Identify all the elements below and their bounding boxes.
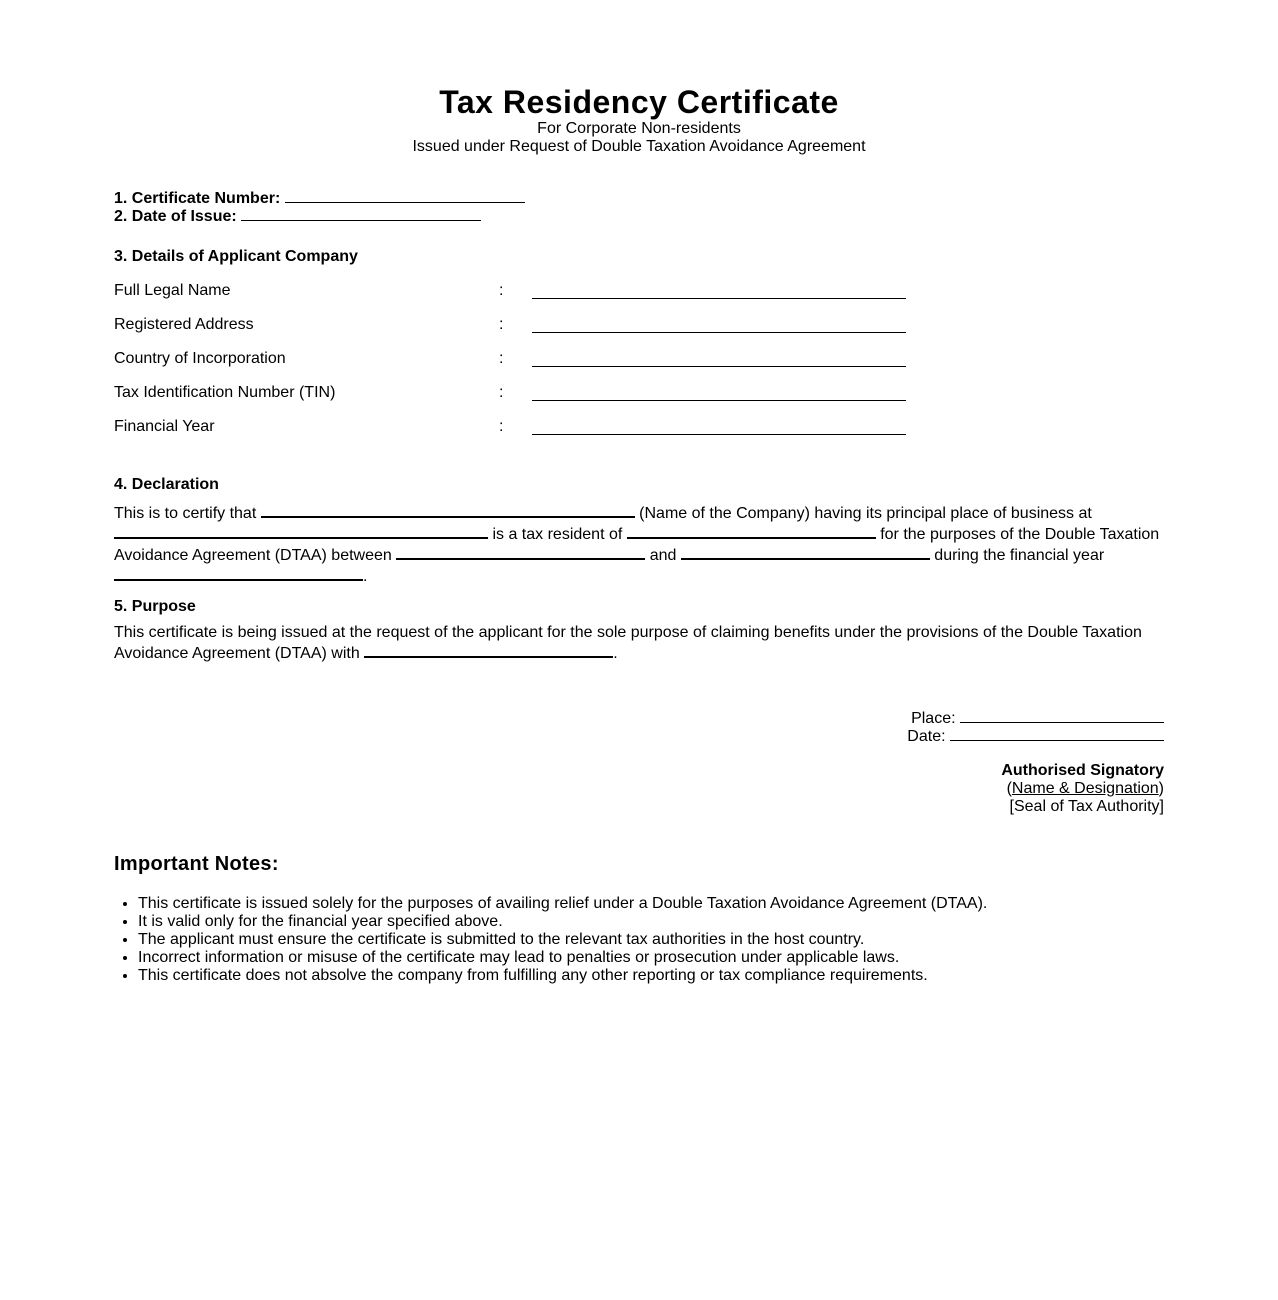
detail-row-country-of-incorporation bbox=[114, 350, 1164, 370]
detail-label: Country of Incorporation bbox=[114, 350, 286, 367]
detail-row-financial-year bbox=[114, 418, 1164, 438]
authorised-signatory: Authorised Signatory bbox=[1001, 762, 1164, 779]
certificate-number-label: 1. Certificate Number: bbox=[114, 190, 281, 207]
detail-colon: : bbox=[499, 316, 504, 333]
declaration-text: for the purposes of the Double Taxation Avoidance Agreement (DTAA) between bbox=[114, 526, 1160, 564]
date-of-issue-blank[interactable] bbox=[241, 206, 481, 221]
date-of-issue-field bbox=[114, 206, 481, 226]
date-field bbox=[907, 726, 1164, 746]
applicant-details-heading: 3. Details of Applicant Company bbox=[114, 248, 358, 265]
purpose-paragraph bbox=[114, 624, 1164, 663]
declaration-text: This is to certify that bbox=[114, 505, 257, 522]
country-of-incorporation-blank[interactable] bbox=[532, 350, 906, 367]
date-label: Date: bbox=[907, 728, 946, 745]
subtitle-corporate: For Corporate Non-residents bbox=[537, 120, 741, 137]
purpose-text: This certificate is being issued at the request of the applicant for the sole purpose of claiming benefits under the provisions of the Double Taxation Avoidance Agreement (DTAA) with bbox=[114, 624, 1142, 662]
detail-label: Tax Identification Number (TIN) bbox=[114, 384, 336, 401]
place-field bbox=[911, 708, 1164, 728]
detail-colon: : bbox=[499, 384, 504, 401]
designation-open: ( bbox=[1006, 780, 1012, 797]
place-blank[interactable] bbox=[960, 708, 1164, 723]
certificate-number-field bbox=[114, 188, 525, 208]
declaration-heading: 4. Declaration bbox=[114, 476, 219, 493]
detail-row-tin bbox=[114, 384, 1164, 404]
date-blank[interactable] bbox=[950, 726, 1164, 741]
detail-colon: : bbox=[499, 282, 504, 299]
detail-colon: : bbox=[499, 418, 504, 435]
purpose-heading: 5. Purpose bbox=[114, 598, 196, 615]
dtaa-country-purpose-blank[interactable] bbox=[364, 642, 613, 658]
full-legal-name-blank[interactable] bbox=[532, 282, 906, 299]
designation-close: ) bbox=[1158, 780, 1164, 797]
detail-row-registered-address bbox=[114, 316, 1164, 336]
declaration-end: . bbox=[363, 568, 368, 585]
list-item: • The applicant must ensure the certificate is submitted to the relevant tax authorities in the host country. bbox=[138, 931, 1164, 949]
date-of-issue-label: 2. Date of Issue: bbox=[114, 208, 237, 225]
declaration-text: (Name of the Company) having its principal place of business at bbox=[639, 505, 1092, 522]
registered-address-blank[interactable] bbox=[532, 316, 906, 333]
seal-placeholder: [Seal of Tax Authority] bbox=[1009, 798, 1164, 815]
name-designation bbox=[1007, 780, 1164, 798]
list-item: • This certificate is issued solely for the purposes of availing relief under a Double Taxation Avoidance Agreement (DTAA). bbox=[138, 895, 1164, 913]
detail-colon: : bbox=[499, 350, 504, 367]
important-notes-heading: Important Notes: bbox=[114, 853, 279, 875]
financial-year-declaration-blank[interactable] bbox=[114, 565, 363, 581]
important-notes-list bbox=[114, 895, 1164, 985]
declaration-text: and bbox=[649, 547, 677, 564]
financial-year-blank[interactable] bbox=[532, 418, 906, 435]
dtaa-country-one-blank[interactable] bbox=[396, 544, 645, 560]
list-item: • Incorrect information or misuse of the certificate may lead to penalties or prosecution under applicable laws. bbox=[138, 949, 1164, 967]
purpose-end: . bbox=[613, 645, 618, 662]
page-title: Tax Residency Certificate bbox=[439, 84, 839, 120]
detail-row-full-legal-name bbox=[114, 282, 1164, 302]
declaration-text: is a tax resident of bbox=[492, 526, 623, 543]
principal-place-blank[interactable] bbox=[114, 523, 488, 539]
place-label: Place: bbox=[911, 710, 956, 727]
detail-label: Financial Year bbox=[114, 418, 215, 435]
list-item: • This certificate does not absolve the company from fulfilling any other reporting or tax compliance requirements. bbox=[138, 967, 1164, 985]
tax-resident-country-blank[interactable] bbox=[627, 523, 876, 539]
dtaa-country-two-blank[interactable] bbox=[681, 544, 930, 560]
declaration-text: during the financial year bbox=[934, 547, 1105, 564]
detail-label: Registered Address bbox=[114, 316, 254, 333]
designation-text: Name & Designation bbox=[1011, 780, 1159, 797]
declaration-paragraph bbox=[114, 502, 1164, 586]
list-item: • It is valid only for the financial year specified above. bbox=[138, 913, 1164, 931]
certificate-number-blank[interactable] bbox=[285, 188, 525, 203]
company-name-blank[interactable] bbox=[261, 502, 635, 518]
detail-label: Full Legal Name bbox=[114, 282, 231, 299]
tin-blank[interactable] bbox=[532, 384, 906, 401]
subtitle-dtaa: Issued under Request of Double Taxation Avoidance Agreement bbox=[412, 138, 866, 155]
